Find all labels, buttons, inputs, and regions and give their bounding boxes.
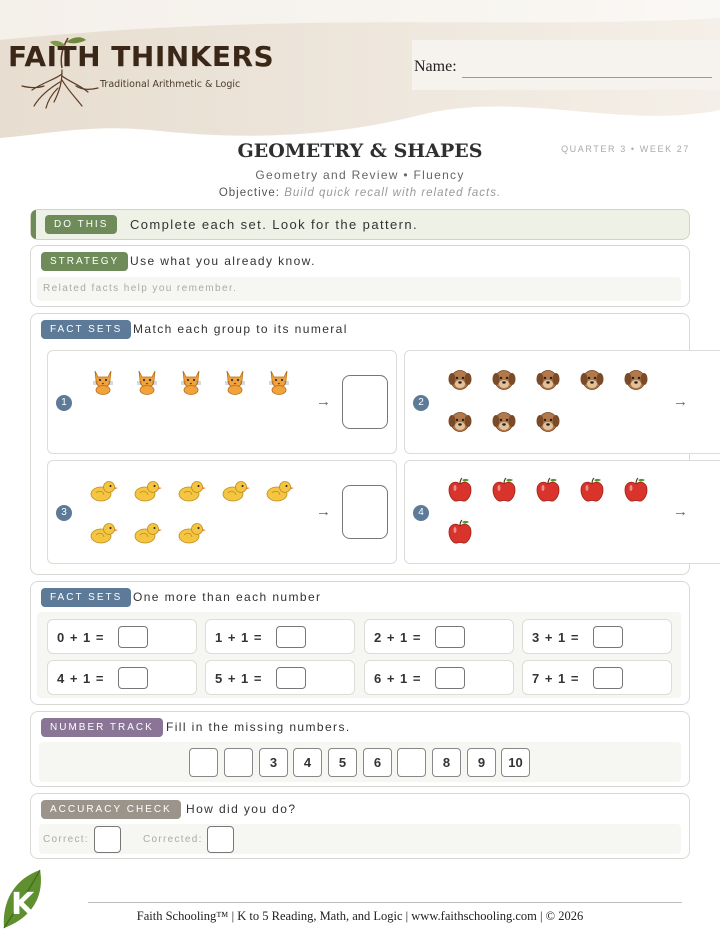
- number-track-tag: NUMBER TRACK: [41, 718, 163, 737]
- page-title: GEOMETRY & SHAPES: [237, 140, 483, 162]
- strategy-tag: STRATEGY: [41, 252, 128, 271]
- bird-icon: [132, 475, 162, 505]
- track-cell: 4: [293, 748, 322, 777]
- objective: [0, 187, 720, 199]
- fact-sets-tag: FACT SETS: [41, 588, 131, 607]
- arrow-icon: →: [316, 503, 331, 520]
- answer-box[interactable]: [593, 667, 623, 689]
- do-this-section: [30, 209, 690, 240]
- strategy-hint: Related facts help you remember.: [37, 277, 681, 301]
- number-track-instruction: Fill in the missing numbers.: [166, 720, 351, 734]
- equation-card: [522, 660, 672, 695]
- answer-box[interactable]: [342, 375, 388, 429]
- strategy-section: [30, 245, 690, 307]
- bird-icon: [220, 475, 250, 505]
- group-number-badge: 3: [56, 505, 72, 521]
- track-cell: 8: [432, 748, 461, 777]
- answer-box[interactable]: [435, 667, 465, 689]
- equation-text: 1 + 1 =: [215, 630, 263, 645]
- svg-text:K: K: [11, 887, 35, 922]
- dog-icon: [533, 365, 563, 395]
- group-card-2: [404, 350, 720, 454]
- number-track-section: [30, 711, 690, 787]
- footer-text: Faith Schooling™ | K to 5 Reading, Math, and Logic | www.faithschooling.com | © 2026: [136, 909, 584, 923]
- dog-icon: [445, 407, 475, 437]
- group-number-badge: 4: [413, 505, 429, 521]
- group-card-4: [404, 460, 720, 564]
- arrow-icon: →: [673, 393, 688, 410]
- equation-card: [364, 660, 514, 695]
- group-number-badge: 1: [56, 395, 72, 411]
- apple-icon: [489, 475, 519, 505]
- track-cell[interactable]: [189, 748, 218, 777]
- apple-icon: [445, 517, 475, 547]
- answer-box[interactable]: [118, 667, 148, 689]
- arrow-icon: →: [673, 503, 688, 520]
- accuracy-check-section: [30, 793, 690, 859]
- group-number-badge: 2: [413, 395, 429, 411]
- apple-icon: [445, 475, 475, 505]
- arrow-icon: →: [316, 393, 331, 410]
- dog-icon: [445, 365, 475, 395]
- apple-icon: [533, 475, 563, 505]
- fact-sets-instruction: Match each group to its numeral: [133, 322, 348, 336]
- bird-icon: [88, 475, 118, 505]
- corrected-box[interactable]: [207, 826, 234, 853]
- track-cell: 3: [259, 748, 288, 777]
- track-cell: 6: [363, 748, 392, 777]
- correct-label: Correct:: [43, 834, 89, 845]
- fact-sets-instruction: One more than each number: [133, 590, 322, 604]
- dog-icon: [489, 407, 519, 437]
- bird-icon: [176, 517, 206, 547]
- equation-card: [47, 619, 197, 654]
- track-cell: 9: [467, 748, 496, 777]
- equation-text: 3 + 1 =: [532, 630, 580, 645]
- do-this-tag: DO THIS: [45, 215, 117, 234]
- correct-box[interactable]: [94, 826, 121, 853]
- cat-icon: [220, 365, 250, 395]
- equation-text: 6 + 1 =: [374, 671, 422, 686]
- group-card-1: [47, 350, 397, 454]
- strategy-text: Use what you already know.: [130, 254, 316, 268]
- accuracy-tag: ACCURACY CHECK: [41, 800, 181, 819]
- equation-card: [364, 619, 514, 654]
- name-field[interactable]: [462, 77, 712, 78]
- corrected-label: Corrected:: [143, 834, 203, 845]
- equation-text: 4 + 1 =: [57, 671, 105, 686]
- fact-sets-one-more-section: [30, 581, 690, 705]
- track-cell: 5: [328, 748, 357, 777]
- equation-text: 7 + 1 =: [532, 671, 580, 686]
- equation-text: 2 + 1 =: [374, 630, 422, 645]
- answer-box[interactable]: [342, 485, 388, 539]
- group-card-3: [47, 460, 397, 564]
- objective-label: Objective:: [218, 187, 280, 199]
- do-this-text: Complete each set. Look for the pattern.: [130, 217, 418, 232]
- answer-box[interactable]: [435, 626, 465, 648]
- answer-box[interactable]: [276, 667, 306, 689]
- track-cell: 10: [501, 748, 530, 777]
- number-track: [39, 742, 681, 782]
- apple-icon: [621, 475, 651, 505]
- equation-card: [205, 660, 355, 695]
- dog-icon: [533, 407, 563, 437]
- accuracy-question: How did you do?: [186, 802, 297, 816]
- dog-icon: [489, 365, 519, 395]
- equation-card: [205, 619, 355, 654]
- dog-icon: [577, 365, 607, 395]
- objective-text: Build quick recall with related facts.: [284, 187, 502, 199]
- bird-icon: [264, 475, 294, 505]
- equation-card: [47, 660, 197, 695]
- fact-sets-match-section: [30, 313, 690, 575]
- cat-icon: [176, 365, 206, 395]
- answer-box[interactable]: [593, 626, 623, 648]
- accuracy-bar: [39, 824, 681, 854]
- logo-title: FAITH THINKERS: [8, 40, 275, 73]
- page-subtitle: Geometry and Review • Fluency: [255, 168, 465, 182]
- equation-text: 0 + 1 =: [57, 630, 105, 645]
- bird-icon: [132, 517, 162, 547]
- quarter-week-label: QUARTER 3 • WEEK 27: [561, 144, 690, 154]
- equation-card: [522, 619, 672, 654]
- track-cell[interactable]: [224, 748, 253, 777]
- cat-icon: [88, 365, 118, 395]
- cat-icon: [264, 365, 294, 395]
- apple-icon: [577, 475, 607, 505]
- equations-grid: [37, 612, 681, 698]
- fact-sets-tag: FACT SETS: [41, 320, 131, 339]
- cat-icon: [132, 365, 162, 395]
- dog-icon: [621, 365, 651, 395]
- logo-subtitle: Traditional Arithmetic & Logic: [100, 79, 241, 90]
- track-cell[interactable]: [397, 748, 426, 777]
- bird-icon: [176, 475, 206, 505]
- footer-divider: [88, 902, 682, 903]
- answer-box[interactable]: [276, 626, 306, 648]
- answer-box[interactable]: [118, 626, 148, 648]
- name-label: Name:: [414, 58, 457, 75]
- bird-icon: [88, 517, 118, 547]
- equation-text: 5 + 1 =: [215, 671, 263, 686]
